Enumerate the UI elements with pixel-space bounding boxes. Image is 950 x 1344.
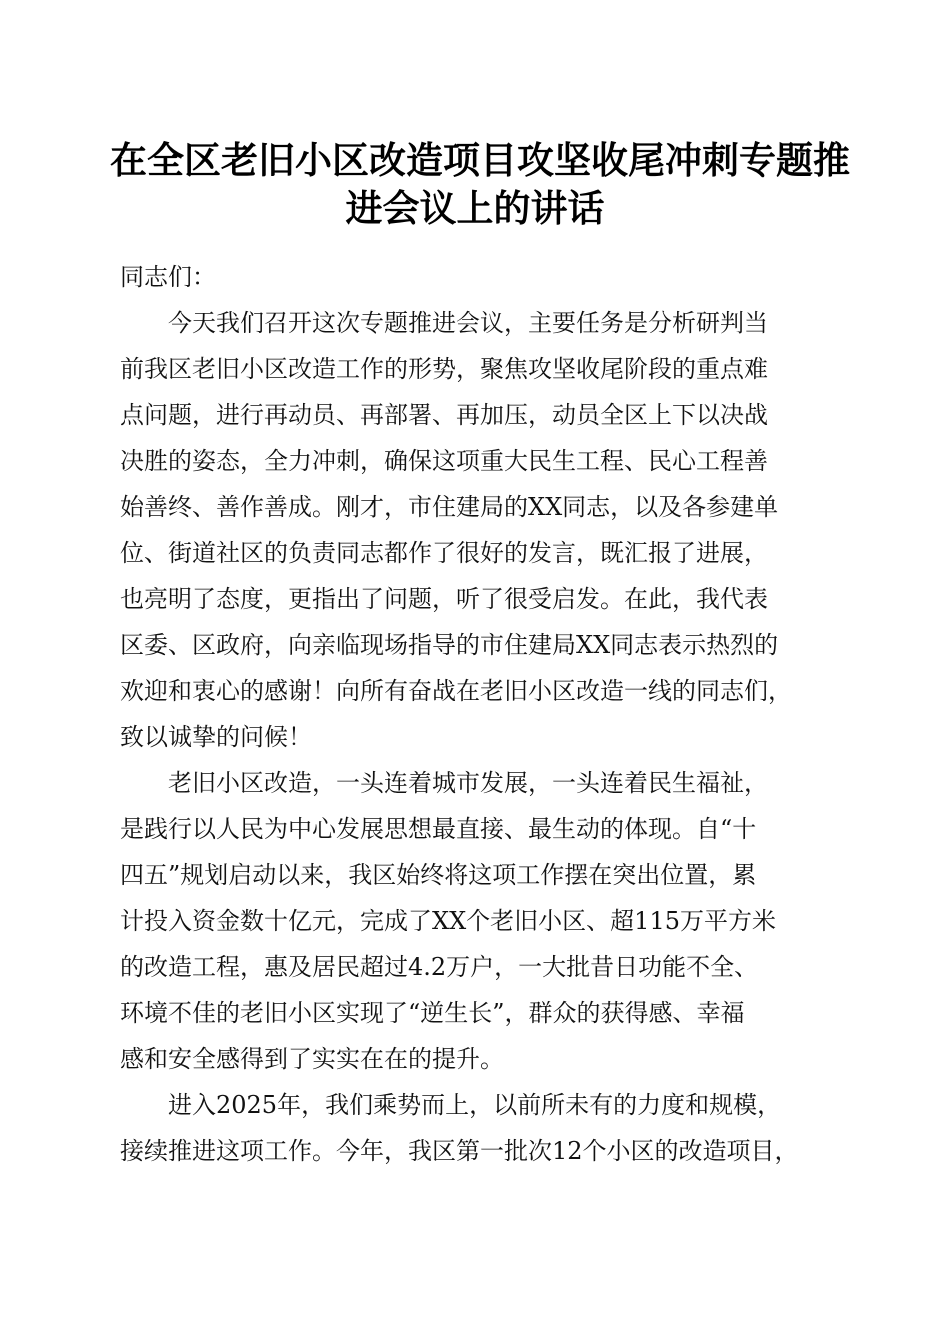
paragraph-2025	[120, 1082, 840, 1174]
paragraph-line: 也亮明了态度，更指出了问题，听了很受启发。在此，我代表	[120, 585, 768, 613]
paragraph-line: 今天我们召开这次专题推进会议，主要任务是分析研判当	[168, 309, 768, 337]
document-title	[110, 136, 850, 232]
paragraph-line: 前我区老旧小区改造工作的形势，聚焦攻坚收尾阶段的重点难	[120, 355, 768, 383]
paragraph-line: 致以诚挚的问候！	[120, 723, 312, 751]
paragraph-line: 点问题，进行再动员、再部署、再加压，动员全区上下以决战	[120, 401, 768, 429]
paragraph-line: 欢迎和衷心的感谢！向所有奋战在老旧小区改造一线的同志们，	[120, 677, 792, 705]
paragraph-line: 计投入资金数十亿元，完成了XX个老旧小区、超115万平方米	[120, 907, 776, 935]
document-body	[120, 254, 840, 1174]
paragraph-line: 进入2025年，我们乘势而上，以前所未有的力度和规模，	[168, 1091, 782, 1119]
salutation: 同志们：	[120, 263, 216, 291]
paragraph-achievements	[120, 760, 840, 1082]
paragraph-line: 是践行以人民为中心发展思想最直接、最生动的体现。自“十	[120, 815, 757, 843]
paragraph-line: 的改造工程，惠及居民超过4.2万户，一大批昔日功能不全、	[120, 953, 759, 981]
paragraph-opening	[120, 300, 840, 760]
paragraph-line: 始善终、善作善成。刚才，市住建局的XX同志，以及各参建单	[120, 493, 779, 521]
paragraph-line: 接续推进这项工作。今年，我区第一批次12个小区的改造项目，	[120, 1137, 799, 1165]
paragraph-line: 感和安全感得到了实实在在的提升。	[120, 1045, 504, 1073]
paragraph-line: 四五”规划启动以来，我区始终将这项工作摆在突出位置，累	[120, 861, 757, 889]
title-line: 在全区老旧小区改造项目攻坚收尾冲刺专题推	[110, 138, 850, 182]
paragraph-line: 老旧小区改造，一头连着城市发展，一头连着民生福祉，	[168, 769, 768, 797]
paragraph-line: 区委、区政府，向亲临现场指导的市住建局XX同志表示热烈的	[120, 631, 779, 659]
paragraph-line: 环境不佳的老旧小区实现了“逆生长”，群众的获得感、幸福	[120, 999, 745, 1027]
paragraph-line: 位、街道社区的负责同志都作了很好的发言，既汇报了进展，	[120, 539, 768, 567]
paragraph-line: 决胜的姿态，全力冲刺，确保这项重大民生工程、民心工程善	[120, 447, 768, 475]
title-line: 进会议上的讲话	[345, 186, 605, 230]
